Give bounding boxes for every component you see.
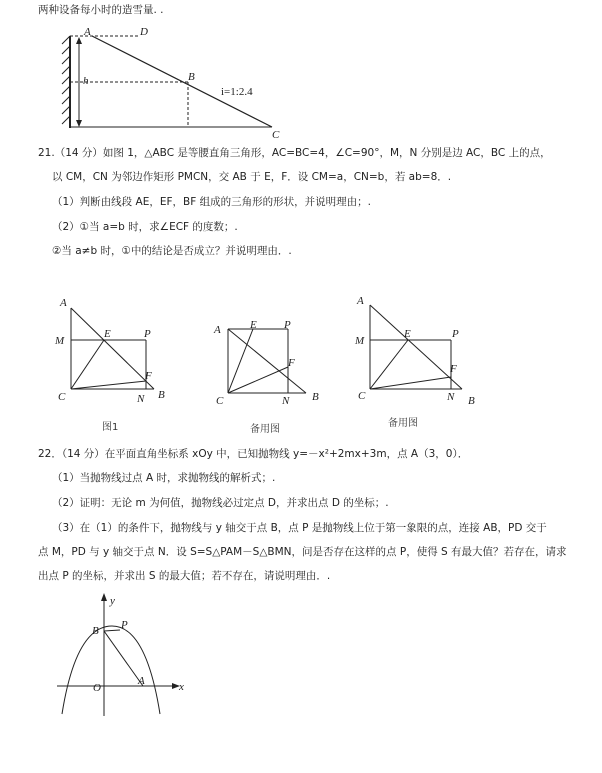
fig3-label-F: F [450,363,457,375]
q22-line-6: 出点 P 的坐标，并求出 S 的最大值；若不存在，请说明理由．. [38,570,331,582]
q22-line-1: 22．（14 分）在平面直角坐标系 xOy 中，已知抛物线 y=－x²+2mx+3m，点 A（3，0）． [38,448,469,460]
fig1-label-C: C [58,391,66,403]
text-line-top: 两种设备每小时的造雪量. . [38,4,164,16]
caption-figure-3: 备用图 [388,418,418,429]
fig1-label-A: A [60,297,67,309]
fig3-label-C: C [358,390,366,402]
q21-line-1: 21.（14 分）如图 1，△ABC 是等腰直角三角形，AC=BC=4，∠C=90°，M，N 分别是边 AC，BC 上的点， [38,147,551,159]
fig3-label-E: E [404,328,411,340]
fig3-label-M: M [355,335,365,347]
q21-line-5: ②当 a≠b 时，①中的结论是否成立？并说明理由．. [52,245,292,257]
fig2-label-B: B [312,391,319,403]
fig1-label-M: M [55,335,65,347]
q22-line-5: 点 M，PD 与 y 轴交于点 N．设 S=S△PAM－S△BMN，问是否存在这样的点 P，使得 S 有最大值？若存在，请求 [38,546,567,558]
q22-line-2: （1）当抛物线过点 A 时，求抛物线的解析式；. [52,472,276,484]
fig2-label-P: P [284,319,291,331]
fig2-label-C: C [216,395,224,407]
fig3-label-P: P [452,328,459,340]
label-slope: i=1:2.4 [221,86,253,98]
origin-label-O: O [93,682,101,694]
point-label-A: A [138,675,145,687]
label-D: D [140,26,148,38]
fig1-label-B: B [158,389,165,401]
fig1-label-P: P [144,328,151,340]
q21-line-2: 以 CM，CN 为邻边作矩形 PMCN，交 AB 于 E，F．设 CM=a，CN=b，若 ab=8．. [52,171,452,183]
q21-line-3: （1）判断由线段 AE，EF，BF 组成的三角形的形状，并说明理由；. [52,196,371,208]
fig1-label-N: N [137,393,145,405]
caption-figure-2: 备用图 [250,424,280,435]
point-label-B: B [92,625,99,637]
fig3-label-N: N [447,391,455,403]
fig1-label-F: F [145,370,152,382]
fig2-label-A: A [214,324,221,336]
label-h: h [83,75,89,87]
fig2-label-F: F [288,357,295,369]
axis-label-y: y [110,595,115,607]
fig2-label-E: E [250,319,257,331]
label-C: C [272,129,280,141]
fig1-label-E: E [104,328,111,340]
q22-line-4: （3）在（1）的条件下，抛物线与 y 轴交于点 B，点 P 是抛物线上位于第一象限的点，连接 AB，PD 交于 [52,522,547,534]
label-B: B [188,71,195,83]
axis-label-x: x [179,681,184,693]
fig2-label-N: N [282,395,290,407]
fig3-label-A: A [357,295,364,307]
point-label-P: P [121,619,128,631]
fig3-label-B: B [468,395,475,407]
q21-line-4: （2）①当 a=b 时，求∠ECF 的度数；. [52,221,238,233]
caption-figure-1: 图1 [102,422,119,433]
label-A: A [84,26,91,38]
q22-line-3: （2）证明：无论 m 为何值，抛物线必过定点 D，并求出点 D 的坐标；. [52,497,389,509]
